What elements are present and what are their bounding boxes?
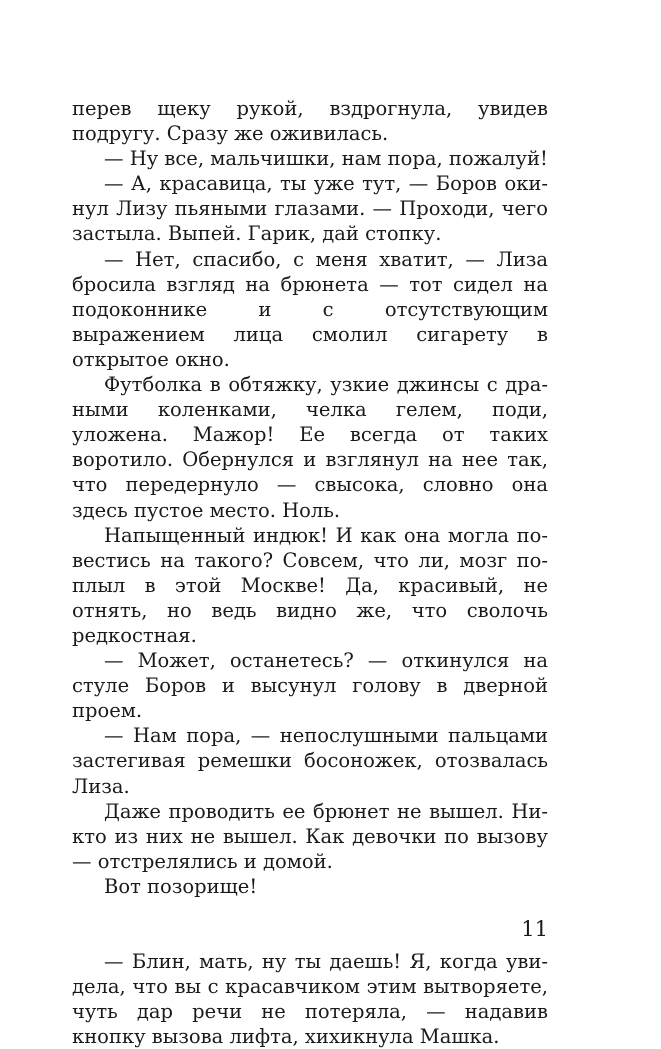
page-number: 11 xyxy=(521,917,548,941)
paragraph: Вот позорище! xyxy=(104,874,258,898)
section-break xyxy=(72,899,548,949)
page-body xyxy=(72,96,548,1049)
paragraph: — Может, останетесь? — откинулся на стуле Боров и высунул голову в дверной проем. xyxy=(72,649,548,723)
paragraph: — Нет, спасибо, с меня хватит, — Лиза бросила взгляд на брюнета — тот сидел на подоконнике и с отсутствующим выражением лица смолил сигарету в открытое окно. xyxy=(72,247,548,371)
paragraph: Напыщенный индюк! И как она могла повестись на такого? Совсем, что ли, мозг поплыл в этой Москве! Да, красивый, не отнять, но ведь видно же, что сволочь редкостная. xyxy=(72,523,548,647)
paragraph: перев щеку рукой, вздрогнула, увидев подругу. Сразу же оживилась. xyxy=(72,97,548,146)
paragraph: — Блин, мать, ну ты даешь! Я, когда увидела, что вы с красавчиком этим вытворяете, чуть дар речи не потеряла, — надавив кнопку вызова лифта, хихикнула Машка. xyxy=(72,950,548,1049)
paragraph: — Ну все, мальчишки, нам пора, пожалуй! xyxy=(104,147,548,171)
paragraph: Даже проводить ее брюнет не вышел. Никто из них не вышел. Как девочки по вызову — отстрелялись и домой. xyxy=(72,799,548,873)
paragraph: Футболка в обтяжку, узкие джинсы с драными коленками, челка гелем, поди, уложена. Мажор! Ее всегда от таких воротило. Обернулся и взглянул на нее так, что передернуло — свысока, словно она здесь пустое место. Ноль. xyxy=(72,373,548,522)
text-block-1 xyxy=(72,96,548,899)
paragraph: — Нам пора, — непослушными пальцами застегивая ремешки босоножек, отозвалась Лиза. xyxy=(72,724,548,798)
text-block-2 xyxy=(72,949,548,1049)
paragraph: — А, красавица, ты уже тут, — Боров окинул Лизу пьяными глазами. — Проходи, чего застыла. Выпей. Гарик, дай стопку. xyxy=(72,172,548,246)
